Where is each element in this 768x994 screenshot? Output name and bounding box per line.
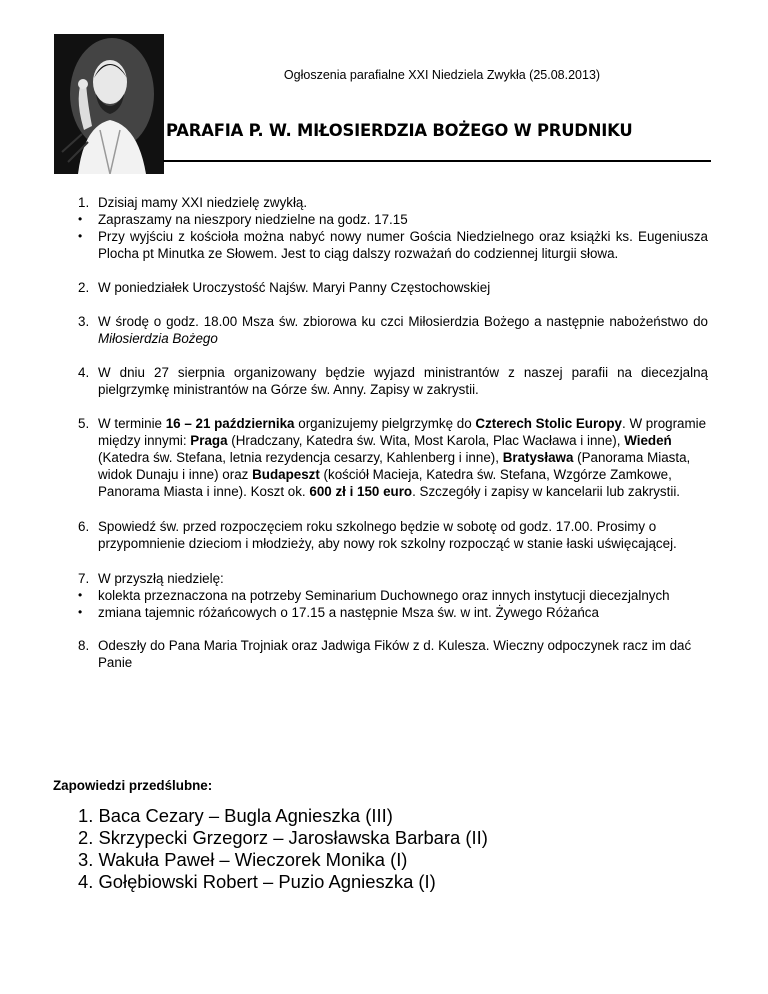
announcement-3: 3. W środę o godz. 18.00 Msza św. zbiorowa ku czci Miłosierdzia Bożego a następnie nabożeństwo do Miłosierdzia Bożego [78, 314, 708, 346]
bullet-icon: • [78, 229, 83, 243]
bullet-icon: • [78, 588, 83, 602]
announcement-5: 5. W terminie 16 – 21 października organizujemy pielgrzymkę do Czterech Stolic Europy. W programie między innymi: Praga (Hradczany, Katedra św. Wita, Most Karola, Plac Wacława i inne), Wiedeń (Katedra św. Stefana, letnia rezydencja cesarzy, Kahlenberg i inne), Bratysława (Panorama Miasta, widok Dunaju i inne) oraz Budapeszt (kościół Macieja, Katedra św. Stefana, Wzgórze Zamkowe, Panorama Miasta i inne). Koszt ok. 600 zł i 150 euro. Szczegóły i zapisy w kancelarii lub zakrystii. [78, 416, 707, 499]
announcement-7-bullet-2: • zmiana tajemnic różańcowych o 17.15 a następnie Msza św. w int. Żywego Różańca [78, 605, 599, 620]
announcements [78, 194, 708, 671]
divine-mercy-portrait-icon [54, 34, 164, 174]
bullet-icon: • [78, 212, 83, 226]
announcement-4: 4. W dniu 27 sierpnia organizowany będzie wyjazd ministrantów z naszej parafii na diecezjalną pielgrzymkę ministrantów na Górze św. Anny. Zapisy w zakrystii. [78, 365, 708, 397]
banns-list [78, 805, 488, 893]
announcement-1-bullet-1: • Zapraszamy na nieszpory niedzielne na godz. 17.15 [78, 212, 408, 227]
banns-item: 4. Gołębiowski Robert – Puzio Agnieszka (I) [78, 871, 436, 892]
announcement-7-bullet-1: • kolekta przeznaczona na potrzeby Seminarium Duchownego oraz innych instytucji diecezjalnych [78, 588, 670, 603]
banns-item: 3. Wakuła Paweł – Wieczorek Monika (I) [78, 849, 408, 870]
announcement-7: 7. W przyszłą niedzielę: [78, 571, 224, 586]
announcement-1-bullet-2: • Przy wyjściu z kościoła można nabyć nowy numer Gościa Niedzielnego oraz książki ks. Eugeniusza Plocha pt Minutka ze Słowem. Jest to ciąg dalszy rozważań do codziennej liturgii słowa. [78, 229, 708, 261]
bulletin-title: Ogłoszenia parafialne XXI Niedziela Zwykła (25.08.2013) [283, 68, 601, 82]
announcement-2: 2. W poniedziałek Uroczystość Najśw. Maryi Panny Częstochowskiej [78, 280, 491, 295]
banns-item: 1. Baca Cezary – Bugla Agnieszka (III) [78, 805, 393, 826]
header-divider [163, 160, 711, 162]
bullet-icon: • [78, 605, 83, 619]
announcement-8: 8. Odeszły do Pana Maria Trojniak oraz Jadwiga Fików z d. Kulesza. Wieczny odpoczynek racz im dać Panie [78, 638, 692, 670]
parish-name: PARAFIA P. W. MIŁOSIERDZIA BOŻEGO W PRUDNIKU [166, 121, 633, 140]
banns-heading: Zapowiedzi przedślubne: [53, 778, 213, 793]
banns-item: 2. Skrzypecki Grzegorz – Jarosławska Barbara (II) [78, 827, 488, 848]
announcement-6: 6. Spowiedź św. przed rozpoczęciem roku szkolnego będzie w sobotę od godz. 17.00. Prosimy o przypomnienie dzieciom i młodzieży, aby nowy rok szkolny rozpocząć w stanie łaski uświęcającej. [78, 519, 677, 551]
announcement-1: 1. Dzisiaj mamy XXI niedzielę zwykłą. [78, 195, 308, 210]
